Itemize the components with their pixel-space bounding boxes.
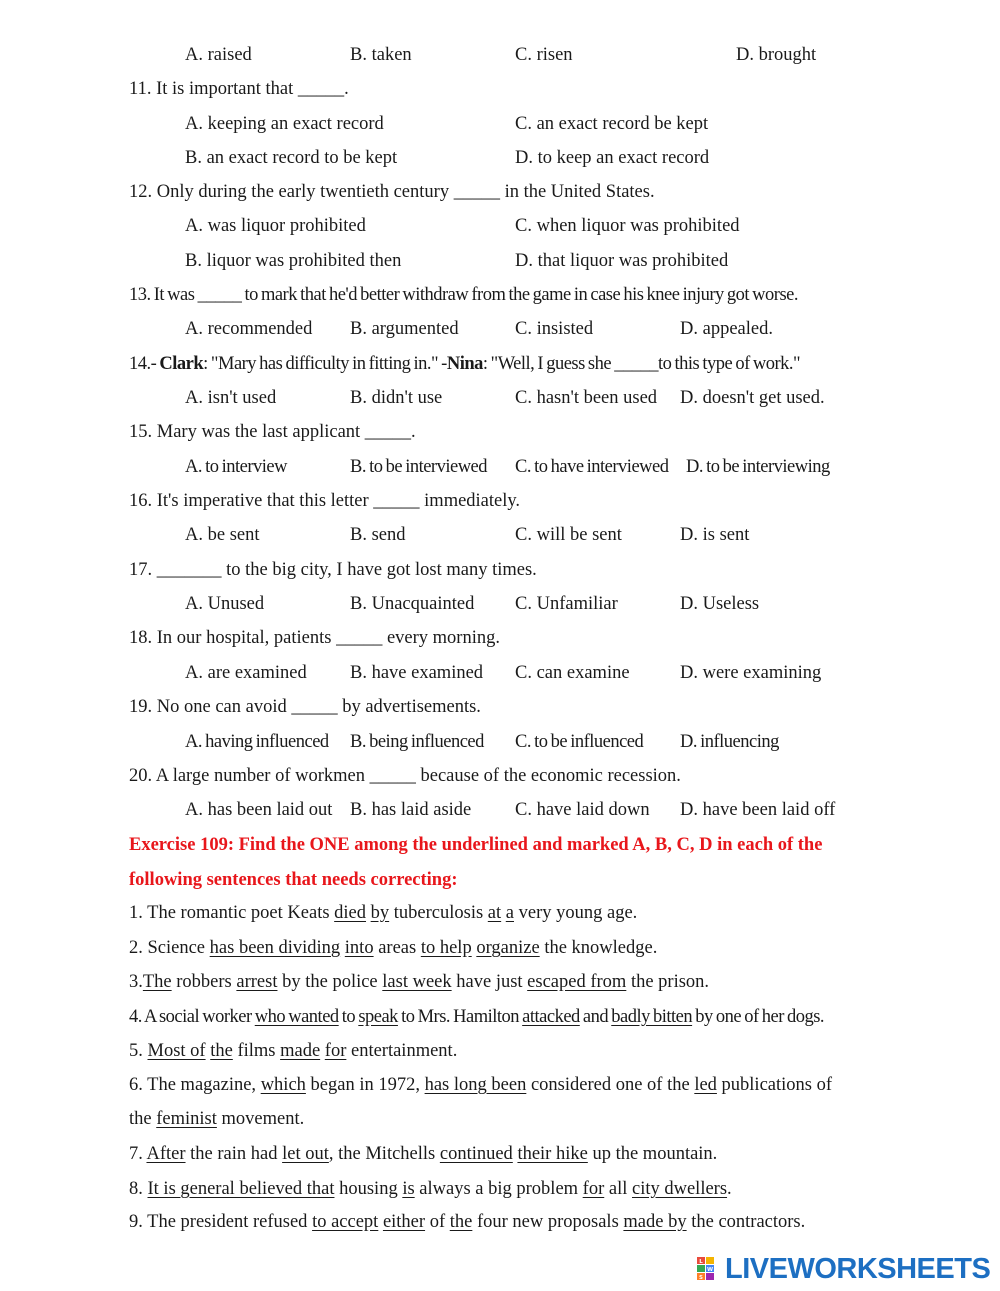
q13-question: 13. It was _____ to mark that he'd better withdraw from the game in case his knee injury got worse. xyxy=(129,285,798,305)
q12-options-row1 xyxy=(185,211,905,241)
sentence-text: areas xyxy=(373,938,421,958)
sentence-text: 2. Science xyxy=(129,938,210,958)
logo-mark-letter-3: S xyxy=(699,1274,703,1281)
sentence-text: films xyxy=(232,1041,281,1061)
q18-option-a[interactable]: A. are examined xyxy=(185,663,307,683)
q12-options-row2 xyxy=(185,246,905,276)
q19-option-d[interactable]: D. influencing xyxy=(680,732,779,752)
sentence-4 xyxy=(129,1002,919,1032)
underlined-choice[interactable]: badly bitten xyxy=(611,1007,693,1027)
sentence-text: all xyxy=(604,1179,632,1199)
underlined-choice[interactable]: a xyxy=(505,903,514,923)
q17-option-b[interactable]: B. Unacquainted xyxy=(350,594,475,614)
q15-option-a[interactable]: A. to interview xyxy=(185,457,287,477)
sentence-6-line2 xyxy=(129,1104,919,1134)
underlined-choice[interactable]: has long been xyxy=(424,1075,527,1095)
sentence-text: 3. xyxy=(129,972,143,992)
exercise-heading-line2: following sentences that needs correcting: xyxy=(129,870,458,890)
sentence-text: the prison. xyxy=(626,972,710,992)
liveworksheets-wordmark: LIVEWORKSHEETS xyxy=(725,1253,991,1285)
logo-mark-letter-1: L xyxy=(699,1258,703,1265)
q11-option-d[interactable]: D. to keep an exact record xyxy=(515,148,710,168)
underlined-choice[interactable]: into xyxy=(344,938,374,958)
q11-option-a[interactable]: A. keeping an exact record xyxy=(185,114,384,134)
underlined-choice[interactable]: for xyxy=(324,1041,347,1061)
logo-mark-letter-2: W xyxy=(706,1266,714,1273)
underlined-choice[interactable]: for xyxy=(582,1179,605,1199)
sentence-text: 8. xyxy=(129,1179,148,1199)
sentence-text: movement. xyxy=(216,1109,305,1129)
q17-options xyxy=(185,589,905,619)
q13-options xyxy=(185,314,905,344)
q13-option-a[interactable]: A. recommended xyxy=(185,319,313,339)
underlined-choice[interactable]: died xyxy=(334,903,367,923)
q15-question: 15. Mary was the last applicant _____. xyxy=(129,422,416,442)
underlined-choice[interactable]: escaped from xyxy=(527,972,627,992)
sentence-text: robbers xyxy=(171,972,237,992)
sentence-text: the xyxy=(129,1109,157,1129)
q16-option-c[interactable]: C. will be sent xyxy=(515,525,622,545)
sentence-text: 9. The president refused xyxy=(129,1212,313,1232)
sentence-text: entertainment. xyxy=(346,1041,458,1061)
sentence-text: 5. xyxy=(129,1041,148,1061)
q14-option-d[interactable]: D. doesn't get used. xyxy=(680,388,825,408)
q17-option-d[interactable]: D. Useless xyxy=(680,594,760,614)
q18-options xyxy=(185,658,905,688)
underlined-choice[interactable]: city dwellers xyxy=(632,1179,728,1199)
q13-option-d[interactable]: D. appealed. xyxy=(680,319,773,339)
q14-line-nina: : "Well, I guess she _____to this type of work." xyxy=(482,354,801,374)
sentence-5 xyxy=(129,1036,919,1066)
q10-options xyxy=(185,40,905,70)
underlined-choice[interactable]: continued xyxy=(439,1144,513,1164)
q15-options xyxy=(185,452,905,482)
q15-option-d[interactable]: D. to be interviewing xyxy=(686,457,830,477)
underlined-choice[interactable]: is xyxy=(402,1179,415,1199)
sentence-text: four new proposals xyxy=(472,1212,624,1232)
sentence-text: by the police xyxy=(277,972,383,992)
sentence-text: began in 1972, xyxy=(305,1075,425,1095)
underlined-choice[interactable]: organize xyxy=(476,938,540,958)
q16-options xyxy=(185,520,905,550)
underlined-choice[interactable]: to help xyxy=(420,938,472,958)
q17-option-a[interactable]: A. Unused xyxy=(185,594,265,614)
underlined-choice[interactable]: who wanted xyxy=(254,1007,339,1027)
underlined-choice[interactable]: let out xyxy=(282,1144,329,1164)
sentence-2 xyxy=(129,933,919,963)
sentence-text: and xyxy=(579,1007,612,1027)
sentence-text: 7. xyxy=(129,1144,147,1164)
q16-option-a[interactable]: A. be sent xyxy=(185,525,260,545)
underlined-choice[interactable]: has been dividing xyxy=(209,938,341,958)
underlined-choice[interactable]: the xyxy=(210,1041,233,1061)
sentence-9 xyxy=(129,1207,919,1237)
sentence-text: considered one of the xyxy=(526,1075,695,1095)
sentence-text: always a big problem xyxy=(414,1179,583,1199)
q15-option-b[interactable]: B. to be interviewed xyxy=(350,457,488,477)
sentence-text: very young age. xyxy=(514,903,638,923)
q16-question: 16. It's imperative that this letter _____ immediately. xyxy=(129,491,521,511)
q14-speaker-nina: Nina xyxy=(446,354,483,374)
sentence-text: the rain had xyxy=(185,1144,283,1164)
sentence-6-line1 xyxy=(129,1070,919,1100)
q20-option-d[interactable]: D. have been laid off xyxy=(680,800,836,820)
exercise-heading-line1: Exercise 109: Find the ONE among the underlined and marked A, B, C, D in each of the xyxy=(129,835,823,855)
q13-option-b[interactable]: B. argumented xyxy=(350,319,459,339)
underlined-choice[interactable]: last week xyxy=(382,972,452,992)
sentence-8 xyxy=(129,1174,919,1204)
underlined-choice[interactable]: feminist xyxy=(156,1109,217,1129)
sentence-text: to xyxy=(338,1007,359,1027)
underlined-choice[interactable]: their hike xyxy=(517,1144,588,1164)
q10-option-b[interactable]: B. taken xyxy=(350,45,412,65)
sentence-text: by one of her dogs. xyxy=(692,1007,825,1027)
q12-option-a[interactable]: A. was liquor prohibited xyxy=(185,216,366,236)
q14-option-a[interactable]: A. isn't used xyxy=(185,388,277,408)
sentence-text: housing xyxy=(334,1179,403,1199)
sentence-3 xyxy=(129,967,919,997)
q14-line-clark: : "Mary has difficulty in fitting in." - xyxy=(203,354,447,374)
liveworksheets-logo-icon xyxy=(697,1257,725,1281)
q18-option-c[interactable]: C. can examine xyxy=(515,663,630,683)
underlined-choice[interactable]: speak xyxy=(358,1007,398,1027)
sentence-text: the contractors. xyxy=(686,1212,806,1232)
underlined-choice[interactable]: which xyxy=(260,1075,306,1095)
underlined-choice[interactable]: made by xyxy=(623,1212,687,1232)
q15-option-c[interactable]: C. to have interviewed xyxy=(515,457,669,477)
sentence-text: the knowledge. xyxy=(539,938,658,958)
q12-option-b[interactable]: B. liquor was prohibited then xyxy=(185,251,402,271)
underlined-choice[interactable]: arrest xyxy=(236,972,278,992)
q10-option-d[interactable]: D. brought xyxy=(736,45,817,65)
q10-option-a[interactable]: A. raised xyxy=(185,45,252,65)
underlined-choice[interactable]: After xyxy=(146,1144,186,1164)
underlined-choice[interactable]: It is general believed that xyxy=(147,1179,335,1199)
underlined-choice[interactable]: the xyxy=(449,1212,473,1232)
sentence-text: up the mountain. xyxy=(587,1144,718,1164)
sentence-text: 4. A social worker xyxy=(129,1007,255,1027)
q18-question: 18. In our hospital, patients _____ every morning. xyxy=(129,628,500,648)
q14-option-c[interactable]: C. hasn't been used xyxy=(515,388,658,408)
q14-speaker-clark: Clark xyxy=(159,354,204,374)
q12-option-c[interactable]: C. when liquor was prohibited xyxy=(515,216,740,236)
underlined-choice[interactable]: to accept xyxy=(312,1212,379,1232)
q14-prefix: 14.- xyxy=(129,354,160,374)
q16-option-b[interactable]: B. send xyxy=(350,525,406,545)
underlined-choice[interactable]: either xyxy=(382,1212,426,1232)
sentence-text: publications of xyxy=(716,1075,833,1095)
q13-option-c[interactable]: C. insisted xyxy=(515,319,594,339)
underlined-choice[interactable]: The xyxy=(142,972,172,992)
q20-question: 20. A large number of workmen _____ because of the economic recession. xyxy=(129,766,681,786)
q19-option-c[interactable]: C. to be influenced xyxy=(515,732,644,752)
sentence-text: to Mrs. Hamilton xyxy=(397,1007,523,1027)
q20-option-a[interactable]: A. has been laid out xyxy=(185,800,333,820)
q17-question: 17. _______ to the big city, I have got lost many times. xyxy=(129,560,537,580)
q20-option-c[interactable]: C. have laid down xyxy=(515,800,650,820)
q12-option-d[interactable]: D. that liquor was prohibited xyxy=(515,251,729,271)
liveworksheets-logo[interactable] xyxy=(697,1252,997,1286)
q14-option-b[interactable]: B. didn't use xyxy=(350,388,443,408)
sentence-7 xyxy=(129,1139,919,1169)
q14-options xyxy=(185,383,905,413)
sentence-text: 6. The magazine, xyxy=(129,1075,261,1095)
underlined-choice[interactable]: attacked xyxy=(522,1007,580,1027)
sentence-text: tuberculosis xyxy=(389,903,488,923)
q19-option-b[interactable]: B. being influenced xyxy=(350,732,484,752)
underlined-choice[interactable]: Most of xyxy=(147,1041,206,1061)
sentence-text: , the Mitchells xyxy=(328,1144,440,1164)
q18-option-d[interactable]: D. were examining xyxy=(680,663,822,683)
q10-option-c[interactable]: C. risen xyxy=(515,45,573,65)
underlined-choice[interactable]: by xyxy=(370,903,390,923)
q11-question: 11. It is important that _____. xyxy=(129,79,349,99)
q16-option-d[interactable]: D. is sent xyxy=(680,525,750,545)
q11-option-c[interactable]: C. an exact record be kept xyxy=(515,114,709,134)
q11-options-row1 xyxy=(185,109,905,139)
q19-option-a[interactable]: A. having influenced xyxy=(185,732,329,752)
q12-question: 12. Only during the early twentieth century _____ in the United States. xyxy=(129,182,655,202)
q11-option-b[interactable]: B. an exact record to be kept xyxy=(185,148,398,168)
q17-option-c[interactable]: C. Unfamiliar xyxy=(515,594,618,614)
q14-question xyxy=(129,349,919,379)
q11-options-row2 xyxy=(185,143,905,173)
q18-option-b[interactable]: B. have examined xyxy=(350,663,484,683)
underlined-choice[interactable]: at xyxy=(487,903,502,923)
sentence-text: 1. The romantic poet Keats xyxy=(129,903,335,923)
underlined-choice[interactable]: led xyxy=(694,1075,717,1095)
underlined-choice[interactable]: made xyxy=(280,1041,321,1061)
sentence-text: of xyxy=(425,1212,450,1232)
sentence-text: . xyxy=(727,1179,732,1199)
sentence-text: have just xyxy=(451,972,528,992)
sentence-1 xyxy=(129,898,919,928)
q20-options xyxy=(185,795,905,825)
q19-question: 19. No one can avoid _____ by advertisements. xyxy=(129,697,481,717)
q20-option-b[interactable]: B. has laid aside xyxy=(350,800,472,820)
q19-options xyxy=(185,727,905,757)
